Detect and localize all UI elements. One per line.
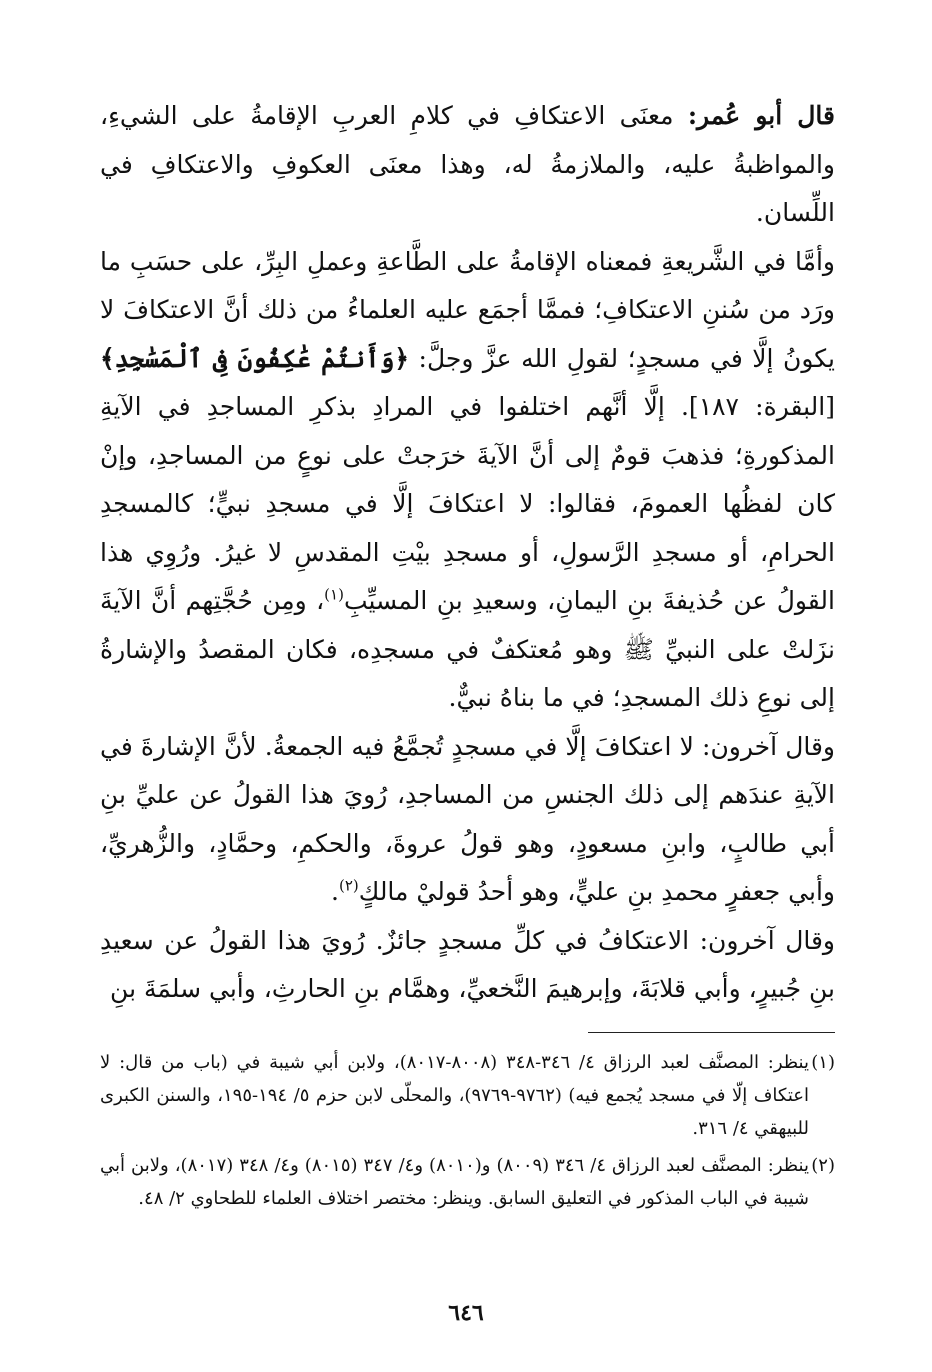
footnote-2	[100, 1149, 835, 1215]
paragraph-1	[100, 92, 835, 238]
paragraph-text: وأمَّا في الشَّريعةِ فمعناه الإقامةُ على الطَّاعةِ وعملِ البِرِّ، على حسَبِ ما ورَد من سُننِ الاعتكافِ؛ فممَّا أجمَع عليه العلماءُ من ذلك أنَّ الاعتكافَ لا يكونُ إلَّا في مسجدٍ؛ لقولِ الله عزَّ وجلَّ:	[100, 246, 836, 373]
paragraph-text: [البقرة: ١٨٧]. إلَّا أنَّهم اختلفوا في المرادِ بذكرِ المساجدِ في الآيةِ المذكورةِ؛ فذهبَ قومٌ إلى أنَّ الآيةَ خرَجتْ على نوعٍ من المساجدِ، وإنْ كان لفظُها العمومَ، فقالوا: لا اعتكافَ إلَّا في مسجدِ نبيٍّ؛ كالمسجدِ الحرامِ، أو مسجدِ الرَّسولِ، أو مسجدِ بيْتِ المقدسِ لا غيرُ. ورُوِي هذا القولُ عن حُذيفةَ بنِ اليمانِ، وسعيدِ بنِ المسيِّبِ	[100, 392, 835, 615]
footnote-ref-1[interactable]: (١)	[324, 585, 344, 604]
paragraph-2	[100, 238, 835, 723]
speaker-label: قال أبو عُمر:	[687, 101, 835, 130]
footnote-text: ينظر: المصنَّف لعبد الرزاق ٤/ ٣٤٦-٣٤٨ (٨٠٠٨-٨٠١٧)، ولابن أبي شيبة في (باب من قال: لا اعتكاف إلّا في مسجد يُجمع فيه) (٩٧٦٢-٩٧٦٩)، والمحلّى لابن حزم ٥/ ١٩٤-١٩٥، والسنن الكبرى للبيهقي ٤/ ٣١٦.	[100, 1052, 809, 1139]
paragraph-3	[100, 723, 835, 917]
paragraph-text: معنَى الاعتكافِ في كلامِ العربِ الإقامةُ على الشيءِ، والمواظبةُ عليه، والملازمةُ له، وهذا معنَى العكوفِ والاعتكافِ في اللِّسان.	[100, 101, 835, 227]
footnote-number: (٢)	[811, 1155, 835, 1176]
footnotes	[100, 1046, 835, 1219]
footnote-number: (١)	[811, 1052, 835, 1073]
paragraph-text: ، ومِن حُجَّتِهم أنَّ الآيةَ نزَلتْ على النبيِّ ﷺ وهو مُعتكفٌ في مسجدِه، فكان المقصدُ والإشارةُ إلى نوعِ ذلك المسجدِ؛ في ما بناهُ نبيٌّ.	[100, 586, 835, 712]
paragraph-text: .	[331, 877, 339, 906]
footnote-divider	[588, 1032, 835, 1033]
quran-verse: ﴿وَأَنتُمْ عَٰكِفُونَ فِى ٱلْمَسَٰجِدِ﴾	[100, 343, 410, 373]
paragraph-4	[100, 917, 835, 1014]
main-text	[100, 92, 835, 1014]
footnote-ref-2[interactable]: (٢)	[338, 876, 359, 895]
paragraph-text: وقال آخرون: الاعتكافُ في كلِّ مسجدٍ جائزٌ. رُويَ هذا القولُ عن سعيدِ بنِ جُبيرٍ، وأبي قلابَةَ، وإبرهيمَ النَّخعيِّ، وهمَّام بنِ الحارثِ، وأبي سلمَةَ بنِ	[100, 925, 835, 1003]
paragraph-text: وقال آخرون: لا اعتكافَ إلَّا في مسجدٍ تُجمَّعُ فيه الجمعةُ. لأنَّ الإشارةَ في الآيةِ عندَهم إلى ذلك الجنسِ من المساجدِ، رُويَ هذا القولُ عن عليِّ بنِ أبي طالبٍ، وابنِ مسعودٍ، وهو قولُ عروةَ، والحكمِ، وحمَّادٍ، والزُّهريِّ، وأبي جعفرٍ محمدِ بنِ عليٍّ، وهو أحدُ قوليْ مالكٍ	[100, 731, 835, 906]
page-number: ٦٤٦	[448, 1300, 484, 1326]
footnote-1	[100, 1046, 835, 1145]
footnote-text: ينظر: المصنَّف لعبد الرزاق ٤/ ٣٤٦ (٨٠٠٩) و(٨٠١٠) و٤/ ٣٤٧ (٨٠١٥) و٤/ ٣٤٨ (٨٠١٧)، ولابن أبي شيبة في الباب المذكور في التعليق السابق. وينظر: مختصر اختلاف العلماء للطحاوي ٢/ ٤٨.	[100, 1155, 809, 1209]
